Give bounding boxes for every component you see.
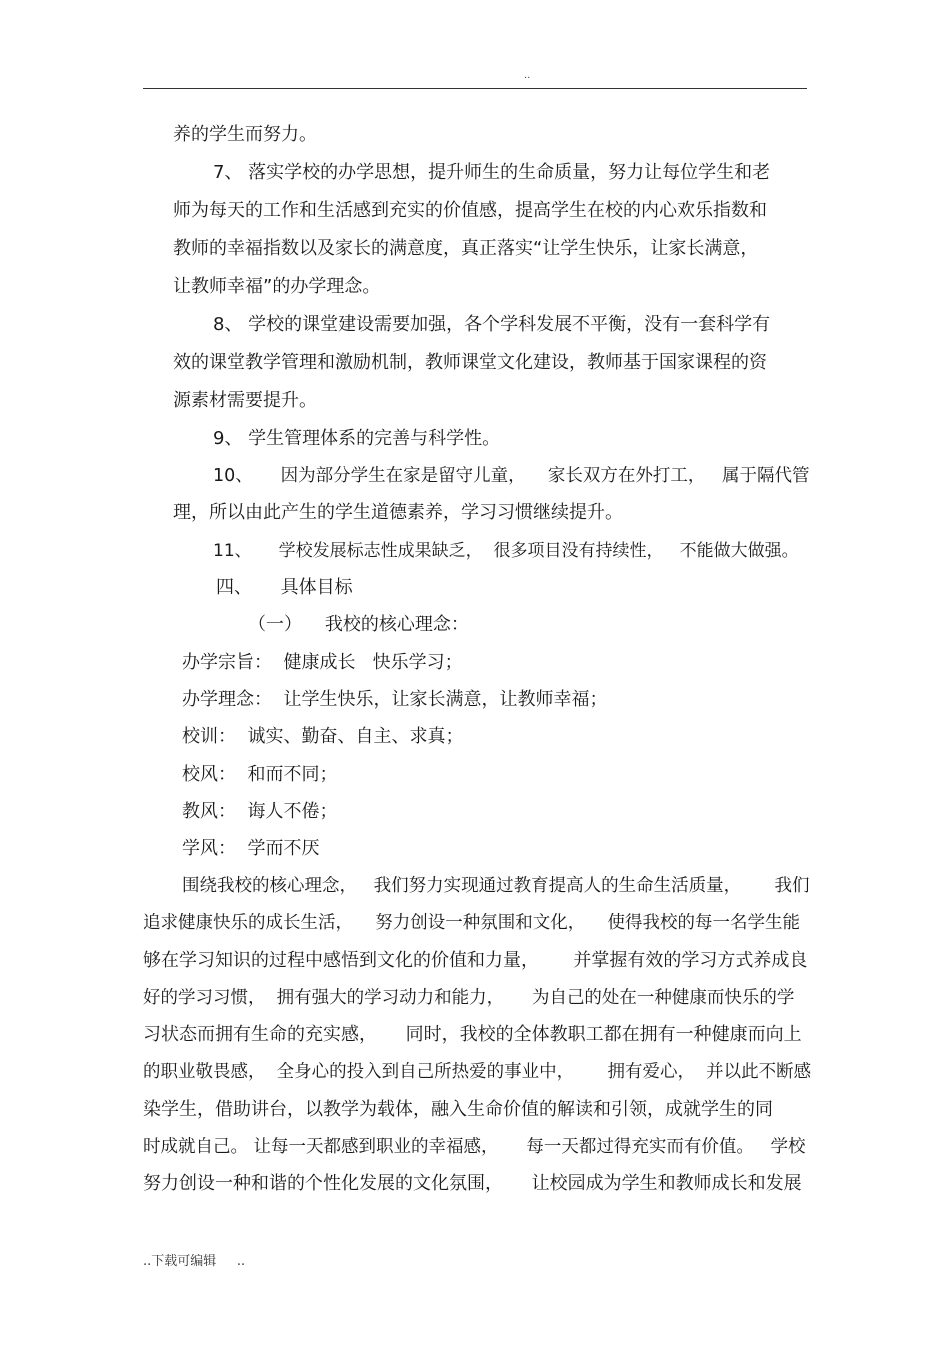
text-line: 学风： 学而不厌 bbox=[182, 838, 320, 859]
text-line: 好的学习习惯， 拥有强大的学习动力和能力， 为自己的处在一种健康而快乐的学 bbox=[143, 988, 795, 1008]
text-line: 教风： 诲人不倦； bbox=[182, 801, 338, 822]
text-line: 8、 学校的课堂建设需要加强，各个学科发展不平衡，没有一套科学有 bbox=[213, 314, 771, 335]
text-line: 够在学习知识的过程中感悟到文化的价值和力量， 并掌握有效的学习方式养成良 bbox=[143, 950, 808, 971]
text-line: 让教师幸福”的办学理念。 bbox=[173, 276, 381, 297]
text-line: 时成就自己。 让每一天都感到职业的幸福感， 每一天都过得充实而有价值。 学校 bbox=[143, 1137, 806, 1157]
text-line: 效的课堂教学管理和激励机制，教师课堂文化建设，教师基于国家课程的资 bbox=[173, 352, 767, 373]
text-line: 校训： 诚实、勤奋、自主、求真； bbox=[182, 726, 464, 747]
text-line: 办学理念： 让学生快乐，让家长满意，让教师幸福； bbox=[182, 689, 608, 710]
text-line: 源素材需要提升。 bbox=[173, 390, 317, 411]
text-line: 染学生，借助讲台，以教学为载体，融入生命价值的解读和引领，成就学生的同 bbox=[143, 1099, 773, 1120]
text-line: 11、 学校发展标志性成果缺乏， 很多项目没有持续性， 不能做大做强。 bbox=[213, 541, 799, 561]
text-line: 师为每天的工作和生活感到充实的价值感，提高学生在校的内心欢乐指数和 bbox=[173, 200, 767, 221]
text-line: 9、 学生管理体系的完善与科学性。 bbox=[213, 428, 501, 449]
text-line: 追求健康快乐的成长生活， 努力创设一种氛围和文化， 使得我校的每一名学生能 bbox=[143, 913, 800, 933]
text-line: 努力创设一种和谐的个性化发展的文化氛围， 让校园成为学生和教师成长和发展 bbox=[143, 1173, 802, 1194]
header-mark: .. bbox=[524, 70, 531, 81]
text-line: 校风： 和而不同； bbox=[182, 764, 338, 785]
text-line: 10、 因为部分学生在家是留守儿童， 家长双方在外打工， 属于隔代管 bbox=[213, 466, 810, 486]
text-line: 办学宗旨： 健康成长 快乐学习； bbox=[182, 652, 463, 673]
text-line: 习状态而拥有生命的充实感， 同时，我校的全体教职工都在拥有一种健康而向上 bbox=[143, 1024, 802, 1045]
text-line: 理，所以由此产生的学生道德素养，学习习惯继续提升。 bbox=[173, 502, 623, 523]
header-rule bbox=[143, 88, 807, 89]
section-heading: 四、 具体目标 bbox=[216, 577, 353, 598]
text-line: 围绕我校的核心理念， 我们努力实现通过教育提高人的生命生活质量， 我们 bbox=[182, 876, 810, 896]
text-line: 教师的幸福指数以及家长的满意度，真正落实“让学生快乐，让家长满意， bbox=[173, 238, 759, 259]
footer-text: ..下载可编辑 .. bbox=[143, 1254, 246, 1269]
text-line: 的职业敬畏感， 全身心的投入到自己所热爱的事业中， 拥有爱心， 并以此不断感 bbox=[143, 1062, 812, 1082]
text-line: 养的学生而努力。 bbox=[173, 124, 317, 145]
text-line: 7、 落实学校的办学思想，提升师生的生命质量，努力让每位学生和老 bbox=[213, 162, 771, 183]
subsection-heading: （一） 我校的核心理念： bbox=[248, 614, 469, 635]
